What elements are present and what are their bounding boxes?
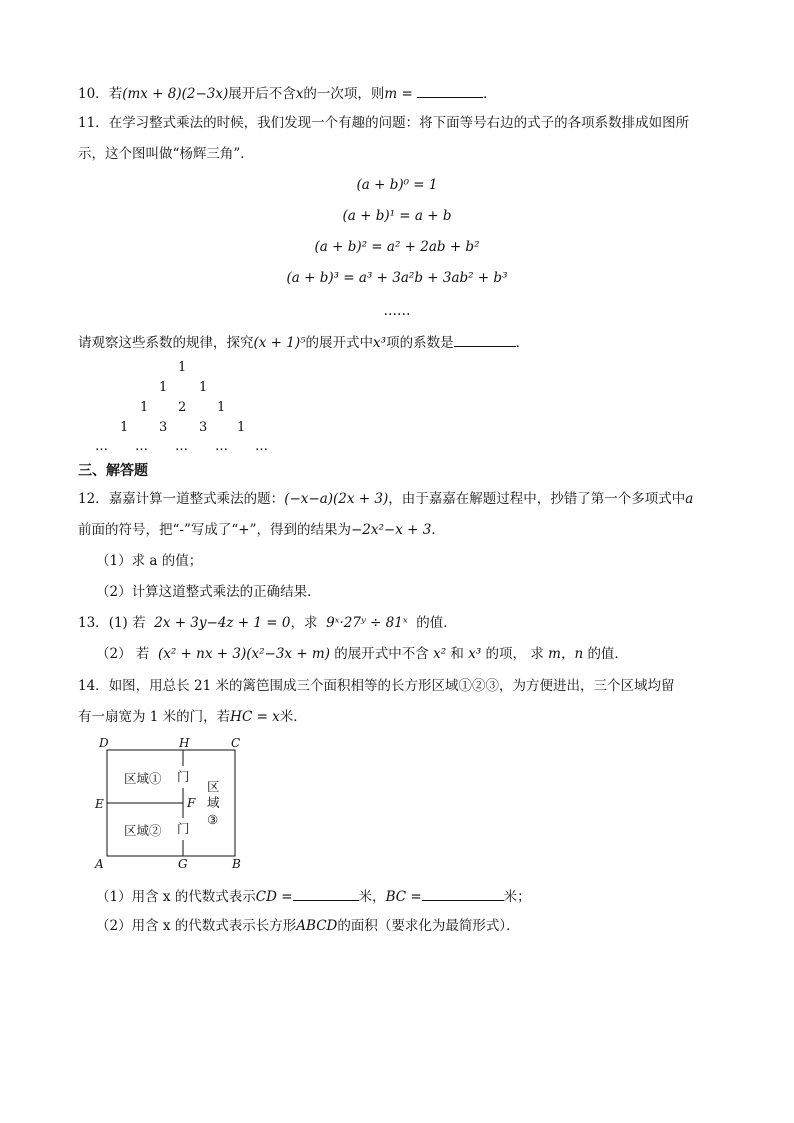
q14-number: 14． xyxy=(78,678,109,694)
region-3-label-c: ③ xyxy=(207,812,219,827)
q10-answer-blank xyxy=(417,83,483,98)
label-b: B xyxy=(232,857,241,871)
q13-number: 13． xyxy=(78,615,109,631)
region-2-label: 区域② xyxy=(124,823,162,838)
label-f: F xyxy=(187,796,196,810)
q12-line1: 12．嘉嘉计算一道整式乘法的题：(−x−a)(2x + 3)，由于嘉嘉在解题过程中，抄错了第一个多项式中a xyxy=(78,491,694,507)
triangle-cell: … xyxy=(175,439,188,454)
q11-text-line2: 示，这个图叫做“杨辉三角”． xyxy=(78,146,254,162)
q14-cd-blank xyxy=(293,886,359,901)
q11-equation-0: (a + b)⁰ = 1 xyxy=(356,177,438,193)
q12-expr: (−x−a)(2x + 3) xyxy=(284,491,389,507)
label-d: D xyxy=(99,736,109,750)
triangle-cell: … xyxy=(95,439,108,454)
q11-equation-2: (a + b)² = a² + 2ab + b² xyxy=(314,239,480,255)
q12-sub1: （1）求 a 的值； xyxy=(96,553,203,569)
q10-var: x xyxy=(295,86,304,102)
q11-line2 xyxy=(78,145,254,163)
q12-line2: 前面的符号，把“-”写成了“+”，得到的结果为−2x²−x + 3． xyxy=(78,522,445,538)
q11-ellipsis: …… xyxy=(383,303,411,319)
triangle-cell: 1 xyxy=(140,400,149,415)
q11-answer-blank xyxy=(454,332,516,347)
fence-diagram xyxy=(0,732,794,872)
q11-question: 请观察这些系数的规律，探究(x + 1)⁵的展开式中x³项的系数是 ． xyxy=(78,332,529,352)
q14-line1: 14．如图，用总长 21 米的篱笆围成三个面积相等的长方形区域①②③，为方便进出，三个区域均留 xyxy=(78,678,675,694)
q10-text-mid: 展开后不含 xyxy=(228,86,296,102)
q12-result-expr: −2x²−x + 3 xyxy=(350,522,432,538)
q11-question-expr: (x + 1)⁵ xyxy=(253,335,306,351)
q14-sub2: （2）用含 x 的代数式表示长方形ABCD的面积（要求化为最简形式）． xyxy=(96,918,520,934)
q13-expr3: (x² + nx + 3)(x²−3x + m) xyxy=(157,646,330,662)
q10-end: ． xyxy=(483,86,497,102)
label-e: E xyxy=(95,797,104,811)
label-a: A xyxy=(95,857,104,871)
triangle-cell: … xyxy=(215,439,228,454)
q11-text-line1: 在学习整式乘法的时候，我们发现一个有趣的问题：将下面等号右边的式子的各项系数排成如图所 xyxy=(108,115,690,131)
triangle-cell: 1 xyxy=(178,360,187,375)
label-g: G xyxy=(178,857,188,871)
q12-number: 12． xyxy=(78,491,109,507)
q11-equation-1: (a + b)¹ = a + b xyxy=(342,208,452,224)
q10-text-post: 的一次项，则 xyxy=(303,86,385,102)
triangle-cell: 3 xyxy=(159,420,168,435)
triangle-cell: 1 xyxy=(159,380,168,395)
q14-sub1: （1）用含 x 的代数式表示CD = 米，BC = 米； xyxy=(96,886,531,906)
region-3-label-a: 区 xyxy=(207,779,220,794)
q10-text-pre: 若 xyxy=(108,86,123,102)
q10-number: 10． xyxy=(78,86,109,102)
q10-line xyxy=(78,83,497,103)
q11-number: 11． xyxy=(78,115,109,131)
q10-expr: (mx + 8)(2−3x) xyxy=(122,86,229,102)
door-label-lower: 门 xyxy=(177,821,190,836)
triangle-cell: 1 xyxy=(217,400,226,415)
q12-sub2: （2）计算这道整式乘法的正确结果． xyxy=(96,584,321,600)
label-h: H xyxy=(179,736,190,750)
region-3-label-b: 域 xyxy=(207,795,220,810)
q13-line1: 13．(1) 若 2x + 3y−4z + 1 = 0，求 9ˣ·27ʸ ÷ 81ˣ 的值． xyxy=(78,615,457,631)
triangle-cell: 1 xyxy=(237,420,246,435)
triangle-cell: 1 xyxy=(199,380,208,395)
q14-bc-blank xyxy=(422,886,504,901)
triangle-cell: 2 xyxy=(178,400,187,415)
door-label-upper: 门 xyxy=(177,769,190,784)
section-title: 三、解答题 xyxy=(78,463,148,479)
label-c: C xyxy=(231,736,241,750)
q13-expr2: 9ˣ·27ʸ ÷ 81ˣ xyxy=(326,615,408,631)
q13-expr1: 2x + 3y−4z + 1 = 0 xyxy=(154,615,291,631)
q13-line2: （2） 若 (x² + nx + 3)(x²−3x + m) 的展开式中不含 x² 和 x³ 的项， 求 m，n 的值． xyxy=(96,646,628,662)
q10-answer-lhs: m = xyxy=(384,86,413,102)
triangle-cell: 3 xyxy=(199,420,208,435)
q14-expr: HC = x xyxy=(230,709,280,725)
triangle-cell: … xyxy=(135,439,148,454)
q11-equation-3: (a + b)³ = a³ + 3a²b + 3ab² + b³ xyxy=(286,270,508,286)
triangle-cell: … xyxy=(255,439,268,454)
q11-line1 xyxy=(78,114,689,132)
q14-line2: 有一扇宽为 1 米的门，若HC = x米． xyxy=(78,709,307,725)
q11-question-term: x³ xyxy=(373,335,387,351)
region-1-label: 区域① xyxy=(124,771,162,786)
triangle-cell: 1 xyxy=(120,420,129,435)
